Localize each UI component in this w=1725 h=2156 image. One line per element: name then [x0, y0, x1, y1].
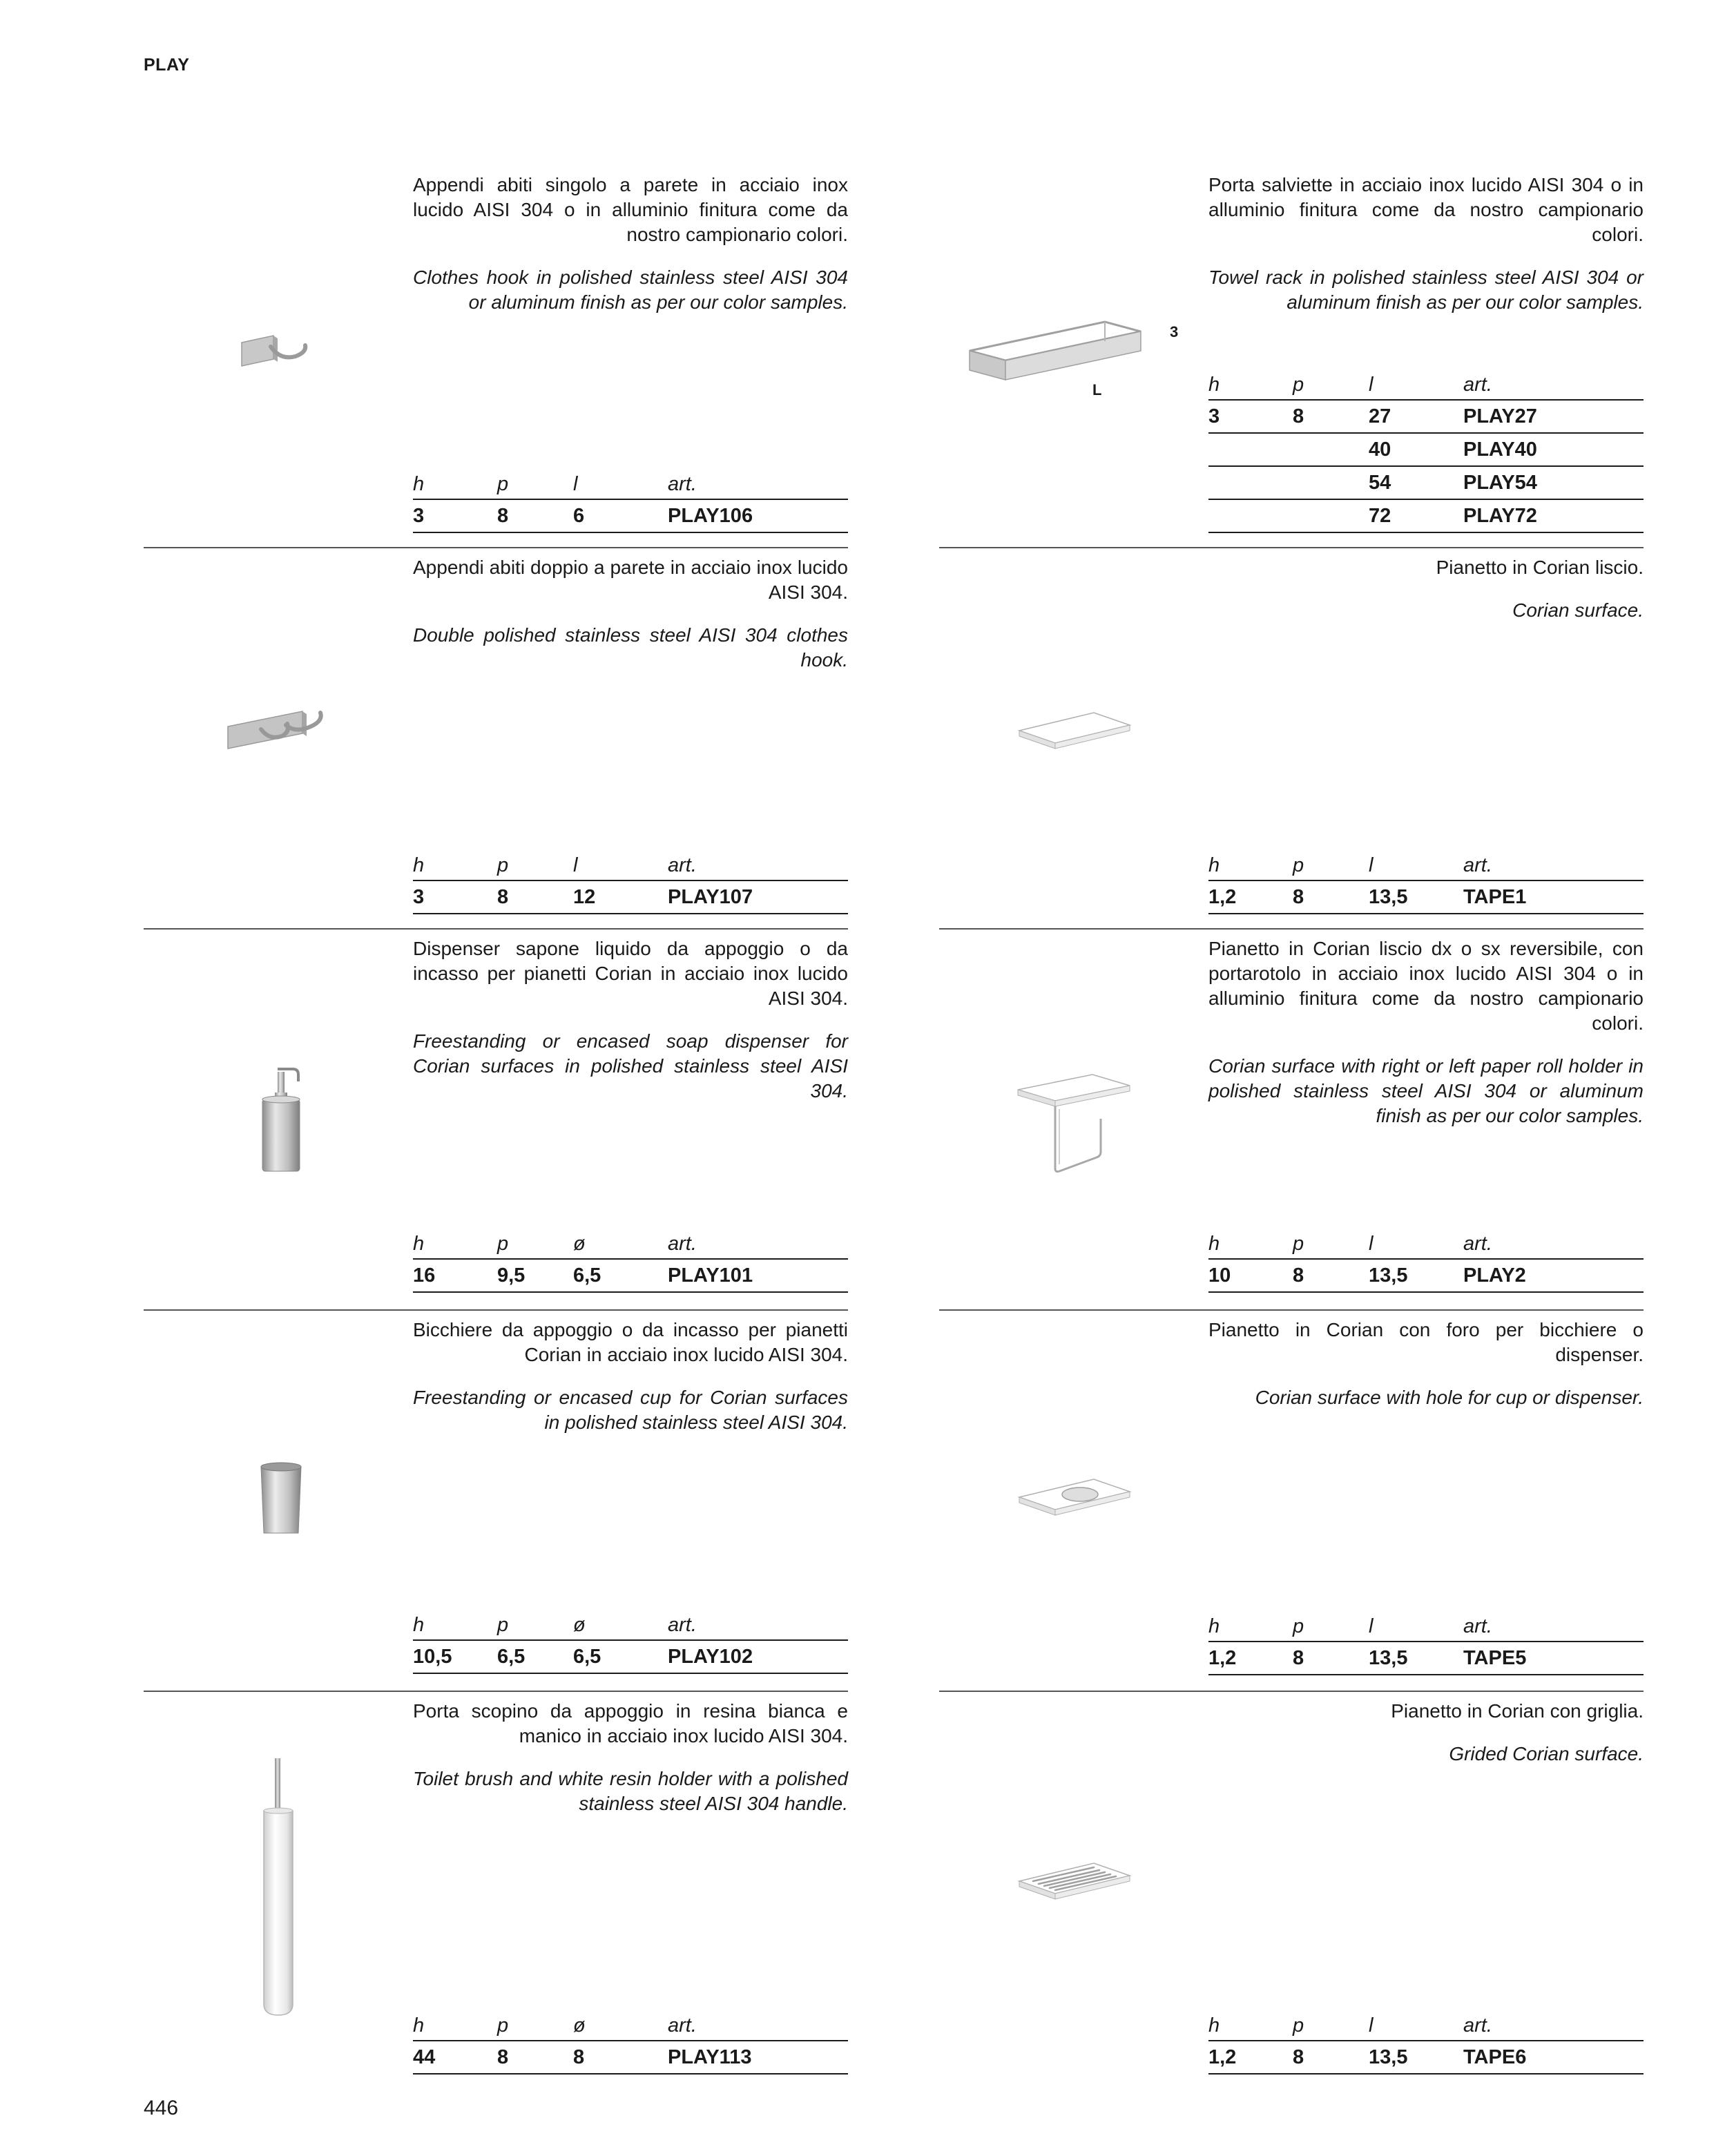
- spec-header-row: [413, 1610, 848, 1640]
- value-l: 13,5: [1369, 1642, 1463, 1675]
- grided-corian-surface-image: [1016, 1858, 1134, 1913]
- col-diameter: ø: [573, 2011, 668, 2041]
- value-l: 40: [1369, 433, 1463, 466]
- col-diameter: ø: [573, 1229, 668, 1259]
- col-p: p: [1293, 1229, 1369, 1259]
- value-art: PLAY27: [1463, 400, 1644, 433]
- value-l: 13,5: [1369, 1259, 1463, 1292]
- value-p: [1293, 466, 1369, 499]
- value-p: 8: [1293, 400, 1369, 433]
- value-p: [1293, 499, 1369, 532]
- spec-row: [413, 1259, 848, 1292]
- spec-table: [1208, 2011, 1644, 2075]
- product-description: [1208, 555, 1644, 623]
- series-header: PLAY: [144, 55, 190, 75]
- product-cell-play101: [144, 936, 848, 1302]
- page-number: 446: [144, 2097, 179, 2119]
- col-art: art.: [668, 1610, 848, 1640]
- col-l: l: [1369, 2011, 1463, 2041]
- value-diameter: 6,5: [573, 1640, 668, 1673]
- value-p: 9,5: [497, 1259, 573, 1292]
- product-description: [1208, 1699, 1644, 1767]
- value-l: 72: [1369, 499, 1463, 532]
- spec-table: [413, 470, 848, 533]
- value-l: 6: [573, 499, 668, 532]
- product-description: [1208, 1318, 1644, 1410]
- col-art: art.: [668, 1229, 848, 1259]
- spec-row: [1208, 433, 1644, 466]
- spec-row: [1208, 499, 1644, 532]
- value-p: 6,5: [497, 1640, 573, 1673]
- description-it: Pianetto in Corian con foro per bicchiere o dispenser.: [1208, 1319, 1644, 1365]
- col-p: p: [497, 2011, 573, 2041]
- product-cell-tape1: [939, 555, 1644, 914]
- spec-table: [413, 2011, 848, 2075]
- description-it: Appendi abiti doppio a parete in acciaio inox lucido AISI 304.: [413, 557, 848, 603]
- value-h: 3: [413, 499, 497, 532]
- spec-row: [1208, 1259, 1644, 1292]
- value-art: PLAY113: [668, 2041, 848, 2074]
- value-l: 13,5: [1369, 880, 1463, 914]
- col-h: h: [1208, 370, 1293, 400]
- value-diameter: 8: [573, 2041, 668, 2074]
- value-p: 8: [497, 880, 573, 914]
- value-art: TAPE6: [1463, 2041, 1644, 2074]
- col-l: l: [1369, 1229, 1463, 1259]
- description-it: Porta salviette in acciaio inox lucido AISI 304 o in alluminio finitura come da nostro campionario colori.: [1208, 174, 1644, 245]
- row-divider: [939, 1691, 1644, 1692]
- product-cell-play102: [144, 1318, 848, 1684]
- spec-header-row: [1208, 1612, 1644, 1642]
- product-cell-play107: [144, 555, 848, 914]
- spec-row: [413, 1640, 848, 1673]
- description-it: Dispenser sapone liquido da appoggio o da incasso per pianetti Corian in acciaio inox lucido AISI 304.: [413, 938, 848, 1009]
- col-l: l: [1369, 851, 1463, 880]
- product-cell-play-towel-rack: [939, 173, 1644, 546]
- value-art: TAPE5: [1463, 1642, 1644, 1675]
- value-art: PLAY72: [1463, 499, 1644, 532]
- row-divider: [144, 1691, 848, 1692]
- product-cell-play2: [939, 936, 1644, 1302]
- col-p: p: [1293, 1612, 1369, 1642]
- col-h: h: [413, 2011, 497, 2041]
- row-divider: [939, 928, 1644, 930]
- spec-header-row: [413, 470, 848, 499]
- value-art: PLAY2: [1463, 1259, 1644, 1292]
- value-diameter: 6,5: [573, 1259, 668, 1292]
- description-en: Double polished stainless steel AISI 304 clothes hook.: [413, 624, 848, 671]
- value-h: 10,5: [413, 1640, 497, 1673]
- value-p: 8: [1293, 2041, 1369, 2074]
- clothes-hook-image: [240, 333, 323, 374]
- corian-surface-roll-holder-image: [1015, 1072, 1139, 1175]
- product-description: [413, 1699, 848, 1816]
- description-en: Grided Corian surface.: [1449, 1743, 1644, 1764]
- spec-row: [1208, 400, 1644, 433]
- row-divider: [144, 928, 848, 930]
- description-it: Pianetto in Corian con griglia.: [1391, 1700, 1644, 1722]
- spec-row: [1208, 1642, 1644, 1675]
- spec-table: [1208, 1612, 1644, 1675]
- double-clothes-hook-image: [227, 706, 337, 761]
- spec-row: [413, 499, 848, 532]
- corian-surface-with-hole-image: [1016, 1474, 1134, 1529]
- col-h: h: [1208, 1612, 1293, 1642]
- spec-header-row: [1208, 2011, 1644, 2041]
- toilet-brush-holder-image: [254, 1755, 302, 2018]
- col-art: art.: [668, 851, 848, 880]
- description-it: Pianetto in Corian liscio dx o sx reversibile, con portarotolo in acciaio inox lucido AISI 304 o in alluminio finitura come da nostro campionario colori.: [1208, 938, 1644, 1034]
- value-h: 10: [1208, 1259, 1293, 1292]
- row-divider: [144, 1309, 848, 1311]
- col-art: art.: [1463, 2011, 1644, 2041]
- product-description: [413, 1318, 848, 1435]
- description-en: Corian surface.: [1512, 599, 1644, 621]
- value-p: 8: [1293, 1259, 1369, 1292]
- value-p: 8: [1293, 880, 1369, 914]
- spec-table: [1208, 370, 1644, 533]
- col-art: art.: [668, 470, 848, 499]
- value-h: 3: [413, 880, 497, 914]
- description-it: Bicchiere da appoggio o da incasso per pianetti Corian in acciaio inox lucido AISI 304.: [413, 1319, 848, 1365]
- description-en: Freestanding or encased soap dispenser for Corian surfaces in polished stainless steel AISI 304.: [413, 1030, 848, 1101]
- value-h: 1,2: [1208, 880, 1293, 914]
- spec-table: [1208, 851, 1644, 914]
- description-en: Clothes hook in polished stainless steel AISI 304 or aluminum finish as per our color samples.: [413, 267, 848, 313]
- spec-header-row: [413, 2011, 848, 2041]
- description-en: Corian surface with right or left paper roll holder in polished stainless steel AISI 304 or aluminum finish as per our color samples.: [1208, 1055, 1644, 1126]
- col-art: art.: [1463, 1229, 1644, 1259]
- row-divider: [144, 547, 848, 548]
- value-p: [1293, 433, 1369, 466]
- spec-table: [413, 1229, 848, 1293]
- description-en: Corian surface with hole for cup or dispenser.: [1255, 1387, 1644, 1408]
- description-en: Toilet brush and white resin holder with a polished stainless steel AISI 304 handle.: [413, 1768, 848, 1814]
- value-h: [1208, 433, 1293, 466]
- col-h: h: [413, 1229, 497, 1259]
- product-description: [413, 936, 848, 1104]
- spec-row: [1208, 466, 1644, 499]
- spec-table: [413, 1610, 848, 1674]
- value-p: 8: [497, 499, 573, 532]
- col-h: h: [1208, 851, 1293, 880]
- product-cell-play106: [144, 173, 848, 546]
- col-art: art.: [1463, 370, 1644, 400]
- spec-row: [413, 880, 848, 914]
- col-l: l: [573, 470, 668, 499]
- value-art: PLAY106: [668, 499, 848, 532]
- value-p: 8: [497, 2041, 573, 2074]
- col-h: h: [413, 851, 497, 880]
- spec-header-row: [1208, 1229, 1644, 1259]
- value-art: PLAY101: [668, 1259, 848, 1292]
- value-l: 12: [573, 880, 668, 914]
- product-description: [1208, 936, 1644, 1128]
- col-art: art.: [1463, 851, 1644, 880]
- spec-table: [413, 851, 848, 914]
- dimension-label-depth: 3: [1170, 323, 1179, 340]
- col-p: p: [1293, 2011, 1369, 2041]
- value-h: 1,2: [1208, 2041, 1293, 2074]
- value-l: 27: [1369, 400, 1463, 433]
- corian-surface-image: [1016, 707, 1134, 762]
- col-p: p: [497, 851, 573, 880]
- col-h: h: [1208, 2011, 1293, 2041]
- value-art: TAPE1: [1463, 880, 1644, 914]
- row-divider: [939, 547, 1644, 548]
- col-p: p: [1293, 370, 1369, 400]
- value-h: [1208, 499, 1293, 532]
- value-art: PLAY40: [1463, 433, 1644, 466]
- spec-table: [1208, 1229, 1644, 1293]
- value-h: 16: [413, 1259, 497, 1292]
- col-l: l: [1369, 1612, 1463, 1642]
- spec-row: [1208, 880, 1644, 914]
- row-divider: [939, 1309, 1644, 1311]
- value-art: PLAY54: [1463, 466, 1644, 499]
- product-description: [413, 173, 848, 315]
- value-h: [1208, 466, 1293, 499]
- col-diameter: ø: [573, 1610, 668, 1640]
- value-l: 13,5: [1369, 2041, 1463, 2074]
- col-h: h: [413, 1610, 497, 1640]
- description-it: Appendi abiti singolo a parete in acciaio inox lucido AISI 304 o in alluminio finitura come da nostro campionario colori.: [413, 174, 848, 245]
- product-cell-tape6: [939, 1699, 1644, 2086]
- col-p: p: [497, 470, 573, 499]
- soap-dispenser-image: [254, 1065, 309, 1175]
- col-h: h: [1208, 1229, 1293, 1259]
- col-art: art.: [668, 2011, 848, 2041]
- spec-row: [413, 2041, 848, 2074]
- value-art: PLAY107: [668, 880, 848, 914]
- spec-header-row: [1208, 851, 1644, 880]
- value-l: 54: [1369, 466, 1463, 499]
- description-it: Porta scopino da appoggio in resina bianca e manico in acciaio inox lucido AISI 304.: [413, 1700, 848, 1746]
- description-en: Freestanding or encased cup for Corian surfaces in polished stainless steel AISI 304.: [413, 1387, 848, 1433]
- col-p: p: [1293, 851, 1369, 880]
- spec-header-row: [413, 1229, 848, 1259]
- value-h: 1,2: [1208, 1642, 1293, 1675]
- description-it: Pianetto in Corian liscio.: [1436, 557, 1644, 578]
- col-l: l: [573, 851, 668, 880]
- cup-image: [257, 1461, 305, 1537]
- description-en: Towel rack in polished stainless steel AISI 304 or aluminum finish as per our color samples.: [1208, 267, 1644, 313]
- product-cell-play113: [144, 1699, 848, 2086]
- col-h: h: [413, 470, 497, 499]
- col-art: art.: [1463, 1612, 1644, 1642]
- spec-header-row: [1208, 370, 1644, 400]
- spec-header-row: [413, 851, 848, 880]
- col-l: l: [1369, 370, 1463, 400]
- dimension-label-length: L: [1092, 381, 1102, 398]
- value-p: 8: [1293, 1642, 1369, 1675]
- product-cell-tape5: [939, 1318, 1644, 1684]
- value-art: PLAY102: [668, 1640, 848, 1673]
- col-p: p: [497, 1610, 573, 1640]
- spec-row: [1208, 2041, 1644, 2074]
- product-description: [413, 555, 848, 673]
- value-h: 44: [413, 2041, 497, 2074]
- value-h: 3: [1208, 400, 1293, 433]
- towel-rack-image: [967, 308, 1146, 391]
- col-p: p: [497, 1229, 573, 1259]
- product-description: [1208, 173, 1644, 315]
